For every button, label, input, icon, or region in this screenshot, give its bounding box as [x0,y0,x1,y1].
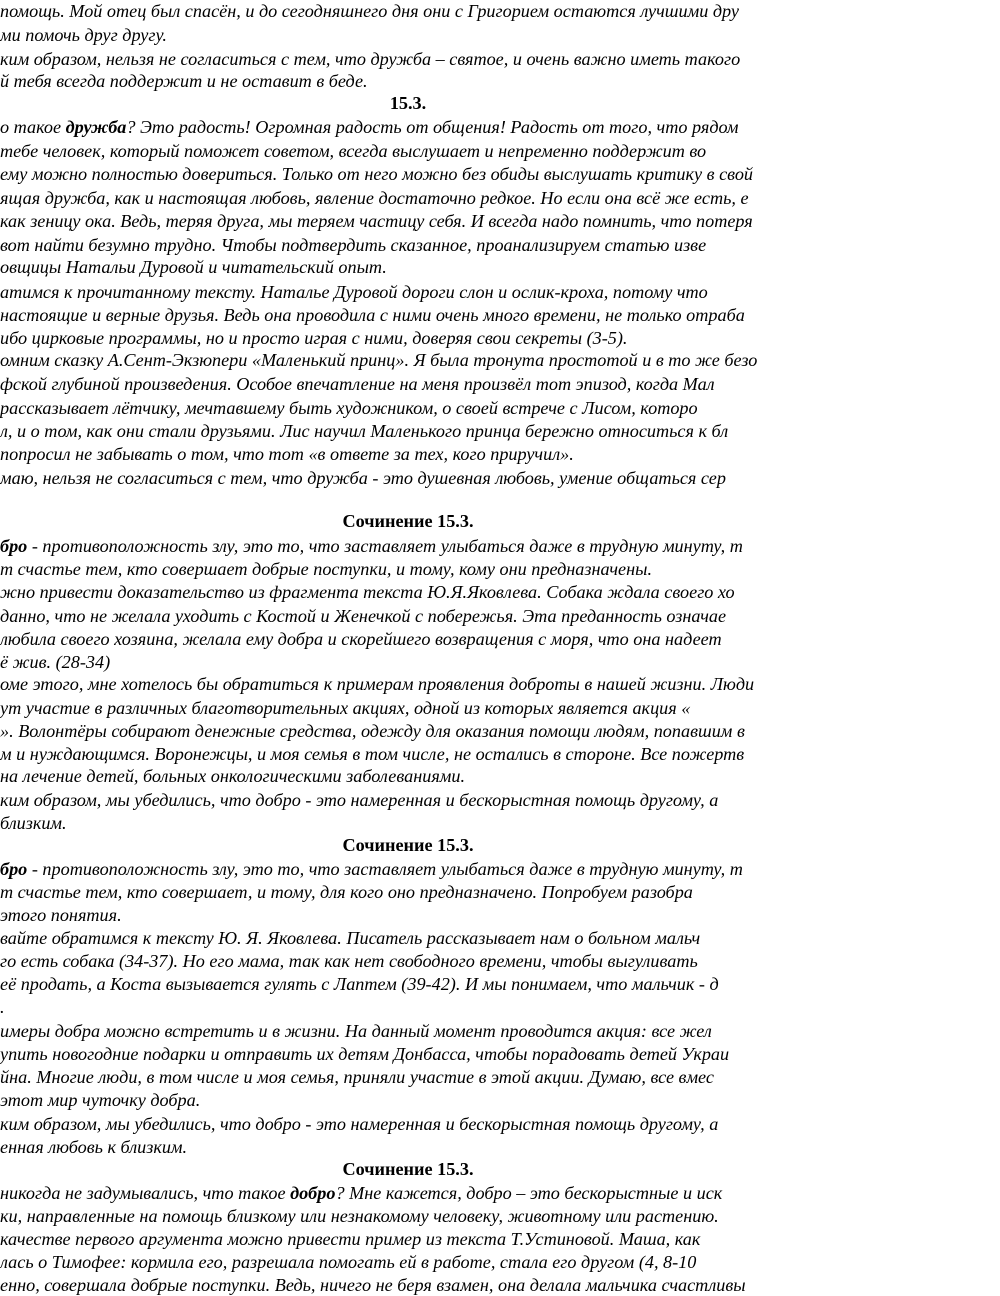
text-line: на лечение детей, больных онкологическими заболеваниями. [0,766,466,786]
text-line: й тебя всегда поддержит и не оставит в беде. [0,71,368,91]
text-line: йна. Многие люди, в том числе и моя семья, приняли участие в этой акции. Думаю, все вмес [0,1067,714,1087]
text-line: рассказывает лётчику, мечтавшему быть художником, о своей встрече с Лисом, которо [0,398,698,418]
text-line: ё жив. (28-34) [0,652,111,672]
text-line: ким образом, нельзя не согласиться с тем, что дружба – святое, и очень важно иметь такого [0,49,741,69]
text-line: маю, нельзя не согласиться с тем, что дружба - это душевная любовь, умение общаться сер [0,468,726,488]
text-line: ки, направленные на помощь близкому или незнакомому человеку, животному или растению. [0,1206,719,1226]
text-line: фской глубиной произведения. Особое впечатление на меня произвёл тот эпизод, когда Мал [0,374,715,394]
text-line: ми помочь друг другу. [0,25,167,45]
text-line: ему можно полностью довериться. Только от него можно без обиды выслушать критику в свой [0,164,754,184]
text-line: никогда не задумывались, что такое добро? Мне кажется, добро – это бескорыстные и иск [0,1183,723,1203]
text-line: оме этого, мне хотелось бы обратиться к примерам проявления доброты в нашей жизни. Люди [0,674,755,694]
text-line: атимся к прочитанному тексту. Наталье Дуровой дороги слон и ослик-кроха, потому что [0,282,708,302]
text-line: ящая дружба, как и настоящая любовь, явление достаточно редкое. Но если она всё же есть, е [0,188,749,208]
text-line: т счастье тем, кто совершает добрые поступки, и тому, кому они предназначены. [0,559,653,579]
text-line: енно, совершала добрые поступки. Ведь, ничего не беря взамен, она делала мальчика счастливы [0,1275,746,1295]
text-line: данно, что не желала уходить с Костой и Женечкой с побережья. Эта преданность означае [0,606,727,626]
text-line: го есть собака (34-37). Но его мама, так как нет свободного времени, чтобы выгуливать [0,951,698,971]
text-line: имеры добра можно встретить и в жизни. На данный момент проводится акция: все жел [0,1021,712,1041]
text-line: енная любовь к близким. [0,1137,188,1157]
text-line: о такое дружба? Это радость! Огромная радость от общения! Радость от того, что рядом [0,117,739,137]
text-line: вайте обратимся к тексту Ю. Я. Яковлева. Писатель рассказывает нам о больном мальч [0,928,701,948]
section-heading: Сочинение 15.3. [342,511,474,531]
text-line: бро - противоположность злу, это то, что заставляет улыбаться даже в трудную минуту, т [0,859,743,879]
text-line: лась о Тимофее: кормила его, разрешала помогать ей в работе, стала его другом (4, 8-10 [0,1252,697,1272]
text-line: ут участие в различных благотворительных акциях, одной из которых является акция « [0,698,691,718]
text-line: близким. [0,813,67,833]
text-line: настоящие и верные друзья. Ведь она проводила с ними очень много времени, не только отраба [0,305,745,325]
text-line: качестве первого аргумента можно привести пример из текста Т.Устиновой. Маша, как [0,1229,701,1249]
text-line: ким образом, мы убедились, что добро - это намеренная и бескорыстная помощь другому, а [0,790,719,810]
text-line: её продать, а Коста вызывается гулять с Лаптем (39-42). И мы понимаем, что мальчик - д [0,974,719,994]
text-line: . [0,997,5,1017]
text-line: ким образом, мы убедились, что добро - это намеренная и бескорыстная помощь другому, а [0,1114,719,1134]
text-line: как зеницу ока. Ведь, теряя друга, мы теряем частицу себя. И всегда надо помнить, что потеря [0,211,753,231]
text-line: ». Волонтёры собирают денежные средства, одежду для оказания помощи людям, попавшим в [0,721,745,741]
text-line: тебе человек, который поможет советом, всегда выслушает и непременно поддержит во [0,141,707,161]
text-line: попросил не забывать о том, что тот «в ответе за тех, кого приручил». [0,444,574,464]
section-heading: 15.3. [389,93,427,113]
text-line: этого понятия. [0,905,122,925]
text-line: овщицы Натальи Дуровой и читательский опыт. [0,257,387,277]
text-line: помощь. Мой отец был спасён, и до сегодняшнего дня они с Григорием остаются лучшими дру [0,1,739,21]
text-line: жно привести доказательство из фрагмента текста Ю.Я.Яковлева. Собака ждала своего хо [0,582,735,602]
text-line: ибо цирковые программы, но и просто играя с ними, доверяя свои секреты (3-5). [0,328,628,348]
section-heading: Сочинение 15.3. [342,835,474,855]
text-line: любила своего хозяина, желала ему добра и скорейшего возвращения с моря, что она надеет [0,629,722,649]
text-line: вот найти безумно трудно. Чтобы подтвердить сказанное, проанализируем статью изве [0,235,707,255]
text-line: л, и о том, как они стали друзьями. Лис научил Маленького принца бережно относиться к бл [0,421,729,441]
section-heading: Сочинение 15.3. [342,1159,474,1179]
text-line: упить новогодние подарки и отправить их детям Донбасса, чтобы порадовать детей Украи [0,1044,730,1064]
text-line: омним сказку А.Сент-Экзюпери «Маленький принц». Я была тронута простотой и в то же безо [0,350,758,370]
text-line: бро - противоположность злу, это то, что заставляет улыбаться даже в трудную минуту, т [0,536,743,556]
text-line: т счастье тем, кто совершает, и тому, для кого оно предназначено. Попробуем разобра [0,882,693,902]
text-line: этот мир чуточку добра. [0,1090,201,1110]
text-line: м и нуждающимся. Воронежцы, и моя семья в том числе, не остались в стороне. Все пожертв [0,744,745,764]
